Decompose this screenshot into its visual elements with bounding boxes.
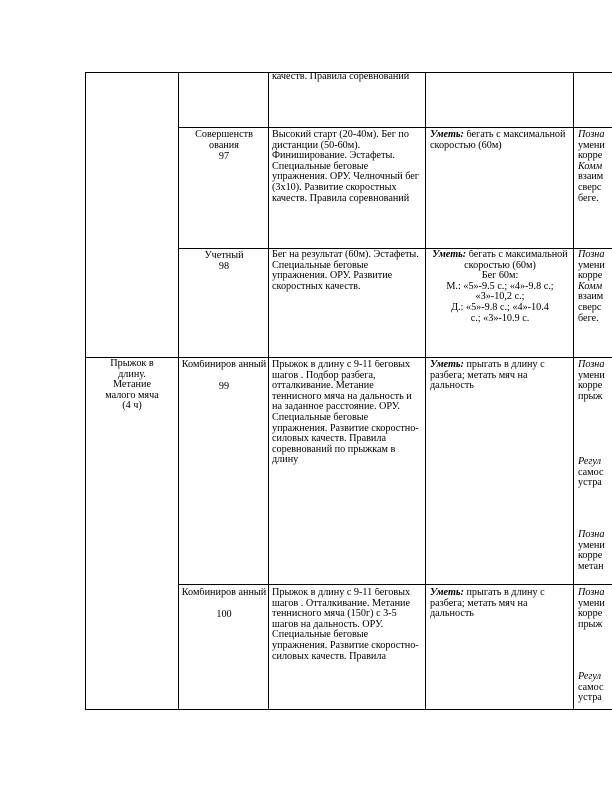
row3-skills-text: бегать с максимальной скоростью (60м) (464, 250, 568, 271)
row3-uud-line: корре (578, 270, 603, 282)
row4-uud-line: умени (578, 539, 605, 551)
row3-norm-line: М.: «5»-9.5 с.; «4»-9.8 с.; (446, 280, 554, 292)
row5-uud-regulative (578, 672, 612, 708)
row4-uud-line: умени (578, 369, 605, 381)
row2-skills-label: Уметь: (430, 130, 464, 140)
row3-skills-main (428, 250, 572, 271)
row-divider-2 (178, 248, 612, 249)
row2-lesson-type: Совершенств ования (195, 130, 253, 151)
row4-uud-line: метан (578, 560, 604, 572)
row5-skills-label: Уметь: (430, 588, 464, 598)
row4-topic-line: Прыжок в (110, 359, 154, 369)
row5-uud-line: корре (578, 608, 603, 620)
row4-uud-line: Позна (578, 530, 605, 540)
row3-uud-line: Позна (578, 250, 605, 260)
row5-uud-line: Регул (578, 672, 602, 682)
row3-uud-line: беге. (578, 312, 599, 324)
row4-uud-cognitive (578, 360, 612, 406)
row5-content: Прыжок в длину с 9-11 беговых шагов . Отталкивание. Метание теннисного мяча (150г) с 3-5 шагов на дальность. ОРУ. Специальные беговые упражнения. Развитие скоростно-силовых качеств. Правила (272, 588, 419, 662)
row4-content: Прыжок в длину с 9-11 беговых шагов . Подбор разбега, отталкивание. Метание теннисного мяча на дальность и на заданное расстояние. ОРУ. Специальные беговые упражнения. Развитие скоростно-силовых качеств. Правила соревнований по прыжкам в длину (272, 360, 419, 466)
row5-skills-text: прыгать в длину с разбега; метать мяч на дальность (430, 588, 545, 620)
table-border-left (85, 72, 86, 710)
row4-lesson-type: Комбиниров анный (181, 360, 267, 370)
row5-uud-line: Позна (578, 588, 605, 598)
row3-uud (578, 250, 612, 334)
table-col-divider-3 (425, 72, 426, 710)
row-divider-3 (85, 357, 612, 358)
row-divider-1 (178, 127, 612, 128)
row5-uud-line: устра (578, 692, 602, 704)
row3-norm-line: Бег 60м: (481, 270, 519, 282)
row3-uud-line: Комм (578, 280, 603, 292)
row3-uud-line: сверс (578, 301, 602, 313)
row4-skills-text: прыгать в длину с разбега; метать мяч на дальность (430, 360, 545, 392)
row3-skills-label: Уметь: (432, 250, 467, 260)
row5-lesson-number: 100 (216, 610, 232, 620)
row2-uud-line: сверс (578, 181, 602, 193)
row4-topic-line: Метание (113, 379, 151, 391)
row2-uud-line: беге. (578, 192, 599, 204)
row2-uud-line: взаим (578, 171, 604, 183)
row3-skills (428, 250, 572, 356)
row-divider-4 (178, 584, 612, 585)
row4-uud-cognitive-2 (578, 530, 612, 576)
row4-lesson-number: 99 (218, 382, 230, 392)
row4-skills-label: Уметь: (430, 360, 464, 370)
row3-lesson-type: Учетный (204, 251, 244, 261)
row2-skills-text: бегать с максимальной скоростью (60м) (430, 130, 566, 151)
row1-content: качеств. Правила соревнований (272, 72, 410, 82)
row4-uud-line: Регул (578, 457, 602, 467)
table-col-divider-2 (268, 72, 269, 710)
row5-lesson-type: Комбиниров анный (181, 588, 267, 598)
row5-uud-line: умени (578, 597, 605, 609)
table-col-divider-1 (178, 72, 179, 710)
row2-content: Высокий старт (20-40м). Бег по дистанции (50-60м). Финиширование. Эстафеты. Специальные беговые упражнения. ОРУ. Челночный бег (3х10). Развитие скоростных качеств. Правила соревнований (272, 130, 419, 204)
row4-topic-line: малого мяча (105, 389, 159, 401)
row3-norm-line: Д.: «5»-9.8 с.; «4»-10.4 (451, 301, 549, 313)
row2-uud-line: умени (578, 139, 605, 151)
table-bottom-border (85, 709, 612, 710)
row4-topic-line: (4 ч) (122, 400, 142, 412)
row4-uud-line: устра (578, 477, 602, 489)
row3-uud-line: взаим (578, 291, 604, 303)
row5-uud-line: самос (578, 681, 604, 693)
row4-uud-regulative (578, 457, 612, 493)
row2-uud-line: Позна (578, 130, 605, 140)
row2-skills (430, 130, 570, 170)
row4-uud-line: самос (578, 466, 604, 478)
table-col-divider-4 (573, 72, 574, 710)
row2-uud-line: Комм (578, 160, 603, 172)
row4-skills (430, 360, 570, 410)
row2-lesson-number: 97 (218, 152, 230, 162)
row4-uud-line: Позна (578, 360, 605, 370)
row4-uud-line: корре (578, 380, 603, 392)
row5-skills (430, 588, 570, 638)
row3-content: Бег на результат (60м). Эстафеты. Специальные беговые упражнения. ОРУ. Развитие скоростных качеств. (272, 250, 419, 292)
row2-uud-line: корре (578, 150, 603, 162)
row3-norm-line: с.; «3»-10.9 с. (470, 312, 530, 324)
row4-topic (87, 359, 177, 429)
row3-norm-line: «3»-10,2 с.; (475, 291, 525, 303)
row3-uud-line: умени (578, 259, 605, 271)
row4-topic-line: длину. (118, 368, 146, 380)
row4-uud-line: корре (578, 550, 603, 562)
row3-lesson-number: 98 (218, 262, 230, 272)
row4-uud-line: прыж (578, 390, 603, 402)
row2-uud (578, 130, 612, 214)
row5-uud-cognitive (578, 588, 612, 634)
row5-uud-line: прыж (578, 618, 603, 630)
